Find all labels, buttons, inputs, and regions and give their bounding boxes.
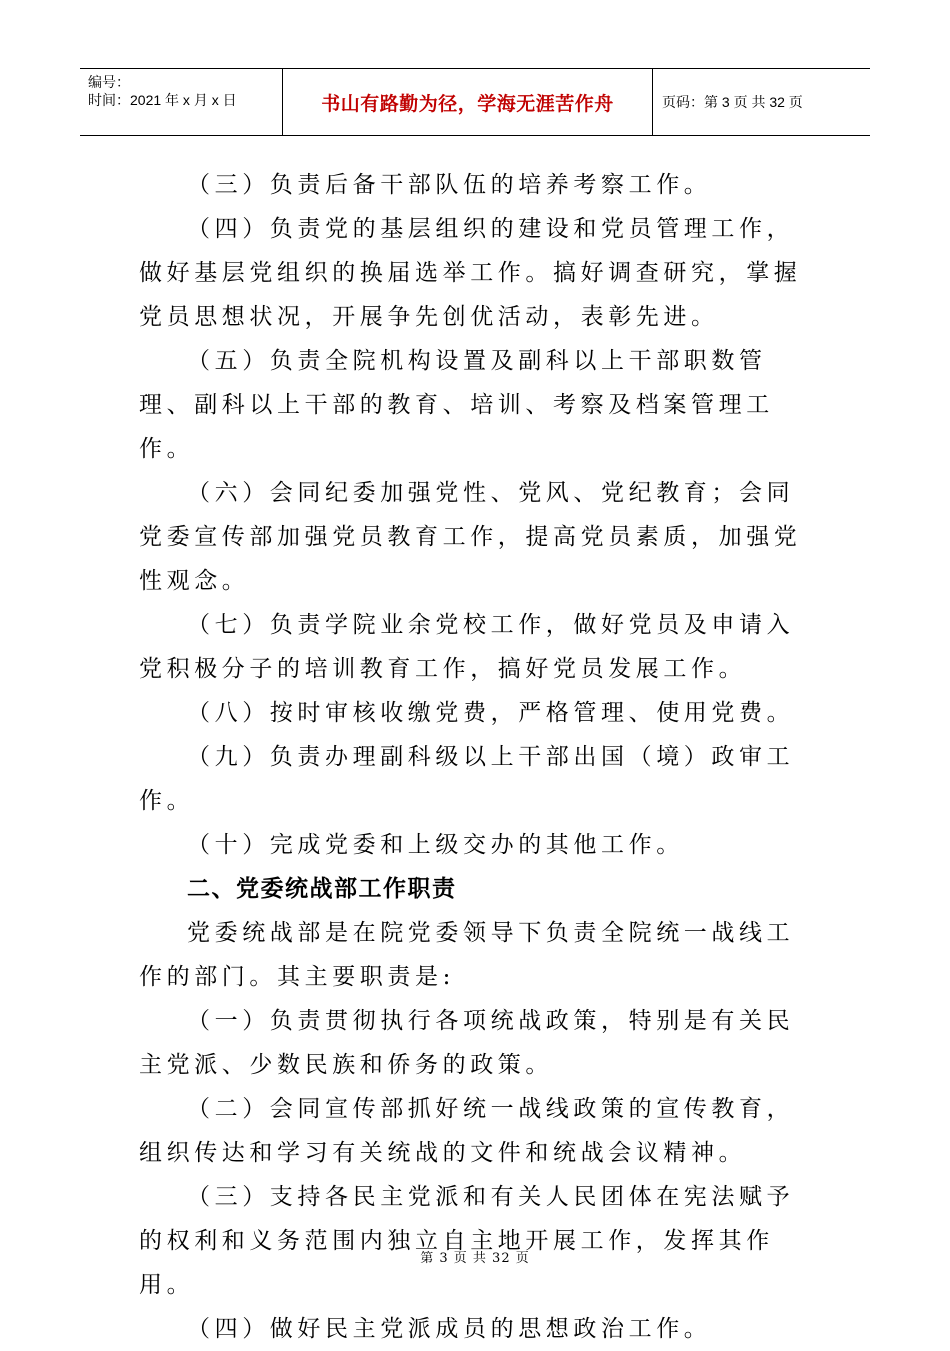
paragraph: （二）会同宣传部抓好统一战线政策的宣传教育，组织传达和学习有关统战的文件和统战会议精神。: [139, 1096, 795, 1166]
paragraph: （五）负责全院机构设置及副科以上干部职数管理、副科以上干部的教育、培训、考察及档案管理工作。: [139, 348, 774, 462]
document-body: [139, 163, 819, 1351]
paragraph: （四）做好民主党派成员的思想政治工作。: [187, 1316, 712, 1342]
section-heading: 二、党委统战部工作职责: [187, 876, 457, 902]
paragraph: （三）支持各民主党派和有关人民团体在宪法赋予的权利和义务范围内独立自主地开展工作，发挥其作用。: [139, 1184, 795, 1298]
header-meta: [80, 69, 283, 135]
page-header: [80, 68, 870, 136]
paragraph: （四）负责党的基层组织的建设和党员管理工作，做好基层党组织的换届选举工作。搞好调查研究，掌握党员思想状况，开展争先创优活动，表彰先进。: [139, 216, 802, 330]
document-date-label: 时间：2021 年 x 月 x 日: [88, 92, 237, 108]
paragraph: （一）负责贯彻执行各项统战政策，特别是有关民主党派、少数民族和侨务的政策。: [139, 1008, 795, 1078]
document-number-label: 编号：: [88, 74, 130, 90]
header-page-number: 页码：第 3 页 共 32 页: [662, 94, 803, 110]
page-footer: 第 3 页 共 32 页: [420, 1251, 530, 1266]
paragraph: （七）负责学院业余党校工作，做好党员及申请入党积极分子的培训教育工作，搞好党员发展工作。: [139, 612, 795, 682]
header-motto: 书山有路勤为径，学海无涯苦作舟: [283, 69, 653, 135]
paragraph: （九）负责办理副科级以上干部出国（境）政审工作。: [139, 744, 795, 814]
paragraph: （十）完成党委和上级交办的其他工作。: [187, 832, 684, 858]
paragraph: （八）按时审核收缴党费，严格管理、使用党费。: [187, 700, 795, 726]
paragraph: （三）负责后备干部队伍的培养考察工作。: [187, 172, 712, 198]
paragraph: （六）会同纪委加强党性、党风、党纪教育；会同党委宣传部加强党员教育工作，提高党员素质，加强党性观念。: [139, 480, 802, 594]
paragraph: 党委统战部是在院党委领导下负责全院统一战线工作的部门。其主要职责是:: [139, 920, 795, 990]
